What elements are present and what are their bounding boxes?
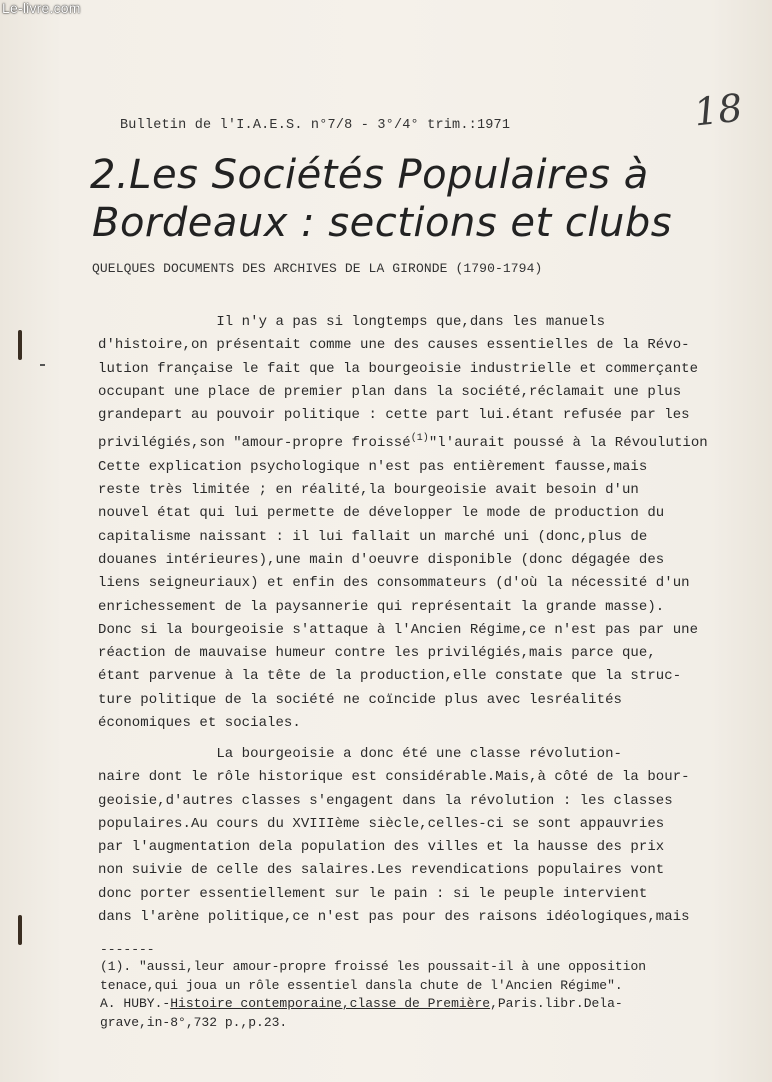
text-line: nouvel état qui lui permette de développer le mode de production du [98, 505, 665, 522]
footnote [100, 958, 770, 1032]
text-line: Cette explication psychologique n'est pas entièrement fausse,mais [98, 458, 648, 475]
watermark: Le-livre.com [2, 0, 81, 16]
title-line-2: Bordeaux : sections et clubs [92, 200, 673, 246]
footnote-line [100, 995, 770, 1014]
paragraph-1 [98, 311, 772, 735]
text-line: grandepart au pouvoir politique : cette part lui.étant refusée par les [98, 407, 690, 424]
text-line: populaires.Au cours du XVIIIème siècle,celles-ci se sont appauvries [98, 815, 665, 832]
text-line: ture politique de la société ne coïncide plus avec lesréalités [98, 691, 622, 708]
footnote-marker: (1) [410, 433, 429, 445]
margin-tick [40, 364, 45, 366]
text-line: réaction de mauvaise humeur contre les privilégiés,mais parce que, [98, 645, 656, 662]
footnote-line: tenace,qui joua un rôle essentiel dansla chute de l'Ancien Régime". [100, 977, 623, 993]
text-line: par l'augmentation dela population des villes et la hausse des prix [98, 839, 665, 856]
text-line: dans l'arène politique,ce n'est pas pour des raisons idéologiques,mais [98, 909, 690, 926]
book-title: Histoire contemporaine,classe de Première [170, 996, 491, 1011]
text-line: reste très limitée ; en réalité,la bourgeoisie avait besoin d'un [98, 482, 639, 499]
text-fragment: "l'aurait poussé à la Révoulution [428, 435, 708, 452]
text-line: lution française le fait que la bourgeoisie industrielle et commerçante [98, 360, 699, 377]
text-line: La bourgeoisie a donc été une classe révolution- [98, 746, 622, 762]
text-line: occupant une place de premier plan dans la société,réclamait une plus [98, 383, 682, 400]
title-line-1: 2.Les Sociétés Populaires à [90, 152, 649, 198]
text-line: étant parvenue à la tête de la production,elle constate que la struc- [98, 668, 682, 685]
binding-mark-top [18, 330, 22, 360]
binding-mark-bottom [18, 915, 22, 945]
text-line: naire dont le rôle historique est considérable.Mais,à côté de la bour- [98, 769, 690, 786]
text-line: économiques et sociales. [98, 715, 301, 732]
footnote-separator: ------- [100, 942, 155, 957]
footnote-publisher: ,Paris.libr.Dela- [490, 996, 623, 1011]
text-line: d'histoire,on présentait comme une des causes essentielles de la Révo- [98, 337, 690, 354]
text-line [98, 427, 772, 455]
text-line: liens seigneuriaux) et enfin des consommateurs (d'où la nécessité d'un [98, 575, 690, 592]
text-line: Il n'y a pas si longtemps que,dans les manuels [98, 314, 606, 330]
text-line: capitalisme naissant : il lui fallait un marché uni (donc,plus de [98, 528, 648, 545]
text-line: enrichessement de la paysannerie qui représentait la grande masse). [98, 598, 665, 615]
text-line: geoisie,d'autres classes s'engagent dans la révolution : les classes [98, 792, 673, 809]
subtitle: QUELQUES DOCUMENTS DES ARCHIVES DE LA GIRONDE (1790-1794) [92, 261, 543, 276]
footnote-line: grave,in-8°,732 p.,p.23. [100, 1014, 288, 1030]
handwritten-page-number: 18 [691, 85, 745, 135]
paragraph-2 [98, 743, 772, 929]
footnote-line: (1). "aussi,leur amour-propre froissé les poussait-il à une opposition [100, 959, 647, 974]
bulletin-header: Bulletin de l'I.A.E.S. n°7/8 - 3°/4° trim.:1971 [120, 118, 511, 133]
text-line: non suivie de celle des salaires.Les revendications populaires vont [98, 862, 665, 879]
text-line: donc porter essentiellement sur le pain : si le peuple intervient [98, 885, 648, 902]
footnote-author: A. HUBY.- [100, 996, 171, 1011]
text-fragment: privilégiés,son "amour-propre froissé [98, 435, 411, 452]
text-line: douanes intérieures),une main d'oeuvre disponible (donc dégagée des [98, 551, 665, 568]
text-line: Donc si la bourgeoisie s'attaque à l'Ancien Régime,ce n'est pas par une [98, 621, 699, 638]
